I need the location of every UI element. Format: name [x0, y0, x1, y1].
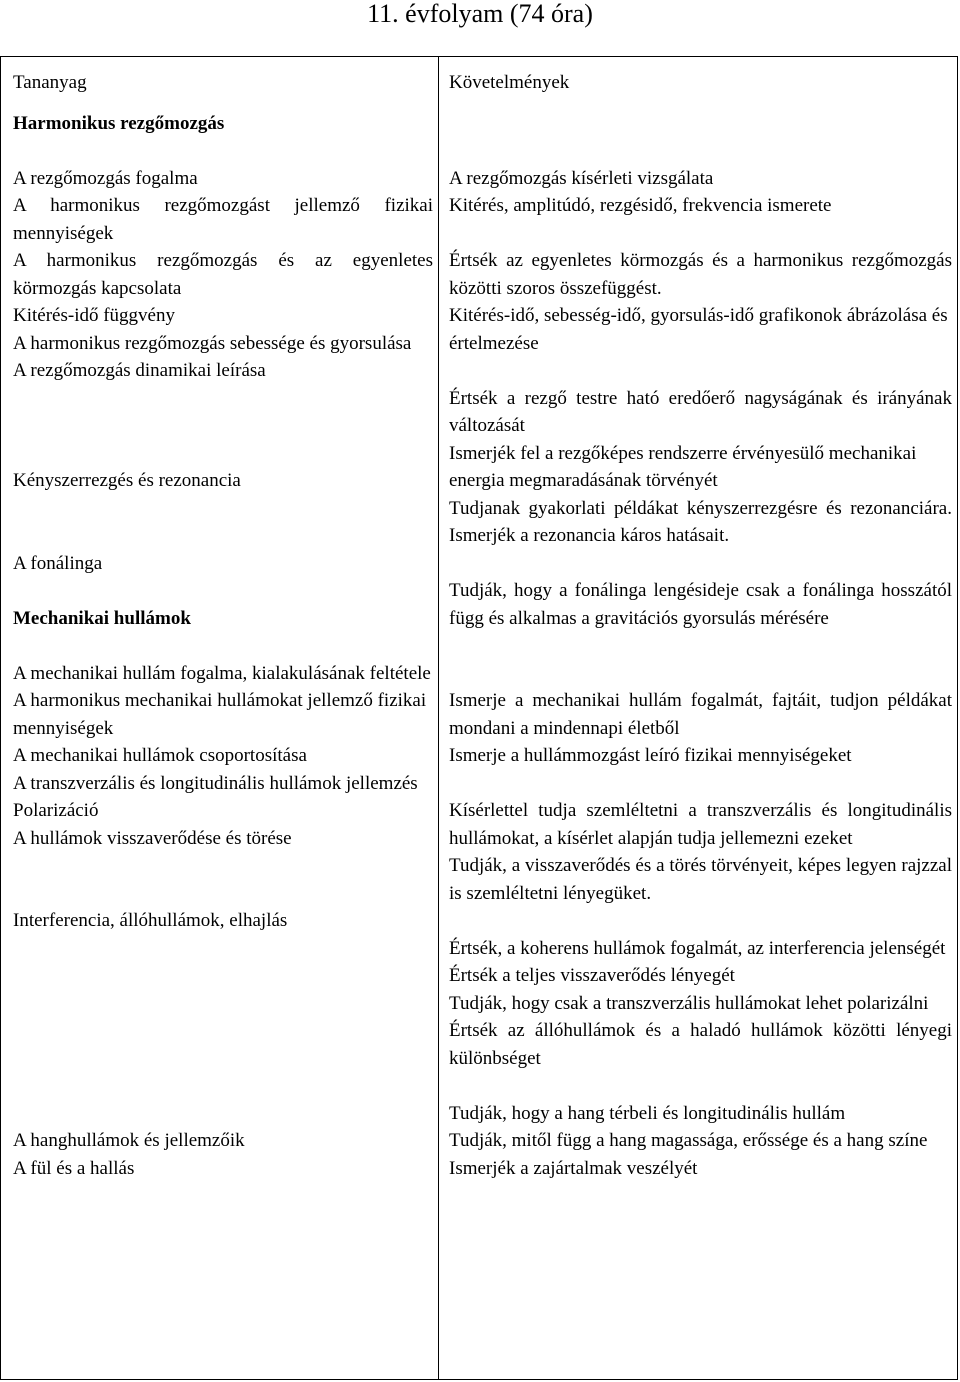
topic-item: A hanghullámok és jellemzőik [13, 1130, 245, 1151]
requirement-item: Értsék az állóhullámok és a haladó hullámok közötti lényegi különbséget [449, 1020, 952, 1069]
topic-item: Kitérés-idő függvény [13, 305, 175, 326]
requirement-item: Tudják, mitől függ a hang magassága, erőssége és a hang színe [449, 1130, 928, 1151]
topic-item: A transzverzális és longitudinális hullámok jellemzés [13, 772, 418, 794]
requirement-item: Ismerjék a zajártalmak veszélyét [449, 1157, 698, 1179]
curriculum-table [0, 56, 958, 1380]
requirement-item: Tudjanak gyakorlati példákat kényszerrezgésre és rezonanciára. Ismerjék a rezonancia káros hatásait. [449, 497, 952, 546]
content-column [13, 57, 433, 1379]
page-title: 11. évfolyam (74 óra) [367, 0, 593, 28]
requirement-item: Értsék az egyenletes körmozgás és a harmonikus rezgőmozgás közötti szoros összefüggést. [449, 250, 952, 299]
topic-item: Kényszerrezgés és rezonancia [13, 470, 241, 491]
requirement-item: Ismerjék fel a rezgőképes rendszerre érvényesülő mechanikai energia megmaradásának törvényét [449, 442, 917, 491]
requirement-item: Ismerje a hullámmozgást leíró fizikai mennyiségeket [449, 745, 852, 766]
requirement-item: Értsék a teljes visszaverődés lényegét [449, 965, 735, 986]
topic-item: A harmonikus rezgőmozgás sebessége és gyorsulása [13, 332, 412, 354]
topic-item: A harmonikus rezgőmozgás és az egyenletes körmozgás kapcsolata [13, 250, 433, 299]
requirement-item: Kitérés-idő, sebesség-idő, gyorsulás-idő grafikonok ábrázolása és értelmezése [449, 305, 948, 354]
topic-item: A fül és a hallás [13, 1157, 135, 1179]
requirement-item: A rezgőmozgás kísérleti vizsgálata [449, 167, 714, 189]
requirement-item: Kísérlettel tudja szemléltetni a transzverzális és longitudinális hullámokat, a kísérlet alapján tudja jellemezni ezeket [449, 800, 952, 849]
requirement-item: Értsék a rezgő testre ható eredőerő nagyságának és irányának változását [449, 387, 952, 436]
section-heading-oscillation: Harmonikus rezgőmozgás [13, 112, 225, 134]
topic-item: A harmonikus mechanikai hullámokat jellemző fizikai mennyiségek [13, 690, 427, 739]
topic-item: A rezgőmozgás fogalma [13, 167, 198, 189]
requirements-column [449, 57, 952, 1379]
column-divider [438, 57, 439, 1379]
topic-item: A fonálinga [13, 552, 103, 574]
section-heading-waves: Mechanikai hullámok [13, 607, 191, 629]
topic-item: A mechanikai hullámok csoportosítása [13, 745, 307, 766]
topic-item: A rezgőmozgás dinamikai leírása [13, 360, 266, 381]
requirement-item: Értsék, a koherens hullámok fogalmát, az interferencia jelenségét [449, 937, 946, 959]
requirement-item: Tudják, hogy csak a transzverzális hullámokat lehet polarizálni [449, 992, 929, 1014]
topic-item: A harmonikus rezgőmozgást jellemző fizikai mennyiségek [13, 195, 433, 244]
requirements-column-header: Követelmények [449, 72, 570, 93]
topic-item: Interferencia, állóhullámok, elhajlás [13, 910, 288, 931]
content-column-header: Tananyag [13, 72, 87, 93]
requirement-item: Tudják, hogy a fonálinga lengésideje csak a fonálinga hosszától függ és alkalmas a gravitációs gyorsulás mérésére [449, 580, 952, 629]
topic-item: A mechanikai hullám fogalma, kialakulásának feltétele [13, 662, 431, 684]
requirement-item: Kitérés, amplitúdó, rezgésidő, frekvencia ismerete [449, 195, 832, 216]
topic-item: A hullámok visszaverődése és törése [13, 827, 292, 849]
requirement-item: Tudják, a visszaverődés és a törés törvényeit, képes legyen rajzzal is szemléltetni lényegüket. [449, 855, 952, 904]
requirement-item: Ismerje a mechanikai hullám fogalmát, fajtáit, tudjon példákat mondani a mindennapi életből [449, 690, 952, 739]
requirement-item: Tudják, hogy a hang térbeli és longitudinális hullám [449, 1102, 846, 1124]
topic-item: Polarizáció [13, 800, 99, 821]
